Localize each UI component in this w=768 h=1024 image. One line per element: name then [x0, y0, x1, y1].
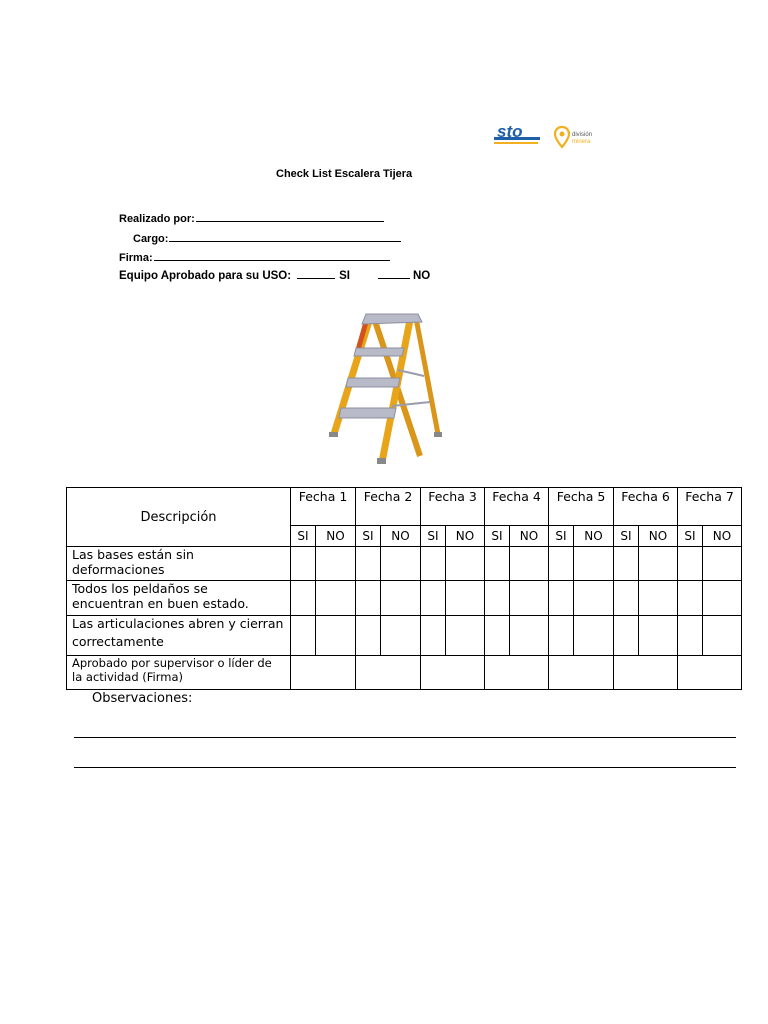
no-header: NO: [703, 526, 742, 547]
si-header: SI: [678, 526, 703, 547]
check-cell[interactable]: [639, 581, 678, 616]
descripcion-header: Descripción: [67, 488, 291, 547]
signature-cell[interactable]: [549, 656, 614, 690]
check-cell[interactable]: [485, 547, 510, 581]
division-logo-line2: minera: [572, 139, 591, 145]
signature-cell[interactable]: [421, 656, 485, 690]
fecha-header: Fecha 3: [421, 488, 485, 526]
table-row: [67, 547, 742, 581]
check-cell[interactable]: [421, 581, 446, 616]
fecha-header: Fecha 2: [356, 488, 421, 526]
step-ladder-icon: [326, 310, 446, 468]
no-label: NO: [412, 270, 431, 282]
check-cell[interactable]: [291, 616, 316, 656]
si-header: SI: [291, 526, 316, 547]
row-description: [67, 581, 291, 616]
si-header: SI: [421, 526, 446, 547]
realizado-por-label: Realizado por:: [119, 213, 195, 225]
check-cell[interactable]: [485, 581, 510, 616]
check-cell[interactable]: [485, 616, 510, 656]
si-header: SI: [614, 526, 639, 547]
row-description-line2: encuentran en buen estado.: [72, 596, 249, 611]
sto-logo: [494, 124, 542, 150]
si-header: SI: [549, 526, 574, 547]
observaciones-line-1[interactable]: [74, 737, 736, 738]
check-cell[interactable]: [678, 547, 703, 581]
si-header: SI: [485, 526, 510, 547]
fecha-header: Fecha 7: [678, 488, 742, 526]
check-cell[interactable]: [703, 616, 742, 656]
signature-cell[interactable]: [291, 656, 356, 690]
check-cell[interactable]: [510, 547, 549, 581]
check-cell[interactable]: [291, 581, 316, 616]
no-header: NO: [639, 526, 678, 547]
check-cell[interactable]: [549, 616, 574, 656]
check-cell[interactable]: [446, 616, 485, 656]
check-cell[interactable]: [639, 547, 678, 581]
check-cell[interactable]: [446, 581, 485, 616]
signature-cell[interactable]: [678, 656, 742, 690]
check-cell[interactable]: [574, 616, 614, 656]
check-cell[interactable]: [381, 616, 421, 656]
check-cell[interactable]: [381, 581, 421, 616]
fecha-header: Fecha 5: [549, 488, 614, 526]
table-row: [67, 616, 742, 656]
firma-label: Firma:: [119, 252, 153, 264]
equipo-aprobado-field[interactable]: [119, 268, 430, 282]
si-label: SI: [339, 270, 350, 282]
no-blank[interactable]: [378, 268, 410, 279]
si-blank[interactable]: [297, 268, 335, 279]
approval-row: [67, 656, 742, 690]
check-cell[interactable]: [574, 547, 614, 581]
check-cell[interactable]: [510, 581, 549, 616]
observaciones-line-2[interactable]: [74, 767, 736, 768]
check-cell[interactable]: [703, 581, 742, 616]
row-description-line1: Las bases están sin: [72, 547, 194, 562]
check-cell[interactable]: [381, 547, 421, 581]
realizado-por-line[interactable]: [196, 211, 384, 222]
row-description-line2: deformaciones: [72, 562, 165, 577]
check-cell[interactable]: [421, 547, 446, 581]
check-cell[interactable]: [614, 547, 639, 581]
equipo-aprobado-label: Equipo Aprobado para su USO:: [119, 270, 292, 282]
row-description: [67, 547, 291, 581]
check-cell[interactable]: [614, 581, 639, 616]
no-header: NO: [574, 526, 614, 547]
location-pin-icon: [555, 127, 569, 147]
table-row: [67, 581, 742, 616]
check-cell[interactable]: [574, 581, 614, 616]
check-cell[interactable]: [510, 616, 549, 656]
si-header: SI: [356, 526, 381, 547]
division-minera-logo: [553, 124, 597, 150]
check-cell[interactable]: [356, 547, 381, 581]
firma-line[interactable]: [154, 250, 390, 261]
signature-cell[interactable]: [356, 656, 421, 690]
approval-line2: la actividad (Firma): [72, 670, 183, 684]
check-cell[interactable]: [678, 581, 703, 616]
fecha-header: Fecha 4: [485, 488, 549, 526]
no-header: NO: [316, 526, 356, 547]
cargo-field[interactable]: [133, 231, 401, 245]
check-cell[interactable]: [356, 616, 381, 656]
check-cell[interactable]: [356, 581, 381, 616]
check-cell[interactable]: [316, 616, 356, 656]
signature-cell[interactable]: [614, 656, 678, 690]
sto-logo-text: sto: [497, 124, 523, 141]
cargo-line[interactable]: [169, 231, 401, 242]
row-description-line1: Todos los peldaños se: [72, 581, 208, 596]
row-description-line2: correctamente: [72, 634, 164, 649]
check-cell[interactable]: [639, 616, 678, 656]
check-cell[interactable]: [421, 616, 446, 656]
check-cell[interactable]: [316, 581, 356, 616]
row-description: [67, 616, 291, 656]
check-cell[interactable]: [703, 547, 742, 581]
fecha-header: Fecha 1: [291, 488, 356, 526]
approval-description: [67, 656, 291, 690]
check-cell[interactable]: [678, 616, 703, 656]
no-header: NO: [381, 526, 421, 547]
check-cell[interactable]: [614, 616, 639, 656]
fecha-header: Fecha 6: [614, 488, 678, 526]
row-description-line1: Las articulaciones abren y cierran: [72, 616, 284, 631]
check-cell[interactable]: [291, 547, 316, 581]
cargo-label: Cargo:: [133, 233, 169, 245]
check-cell[interactable]: [446, 547, 485, 581]
no-header: NO: [446, 526, 485, 547]
check-cell[interactable]: [316, 547, 356, 581]
approval-line1: Aprobado por supervisor o líder de: [72, 656, 272, 670]
check-cell[interactable]: [549, 547, 574, 581]
check-cell[interactable]: [549, 581, 574, 616]
form-title: Check List Escalera Tijera: [276, 168, 413, 180]
no-header: NO: [510, 526, 549, 547]
firma-field[interactable]: [119, 250, 390, 264]
division-logo-line1: división: [572, 132, 593, 138]
realizado-por-field[interactable]: [119, 211, 384, 225]
signature-cell[interactable]: [485, 656, 549, 690]
checklist-table: [66, 487, 742, 690]
observaciones-label: Observaciones:: [92, 691, 193, 706]
